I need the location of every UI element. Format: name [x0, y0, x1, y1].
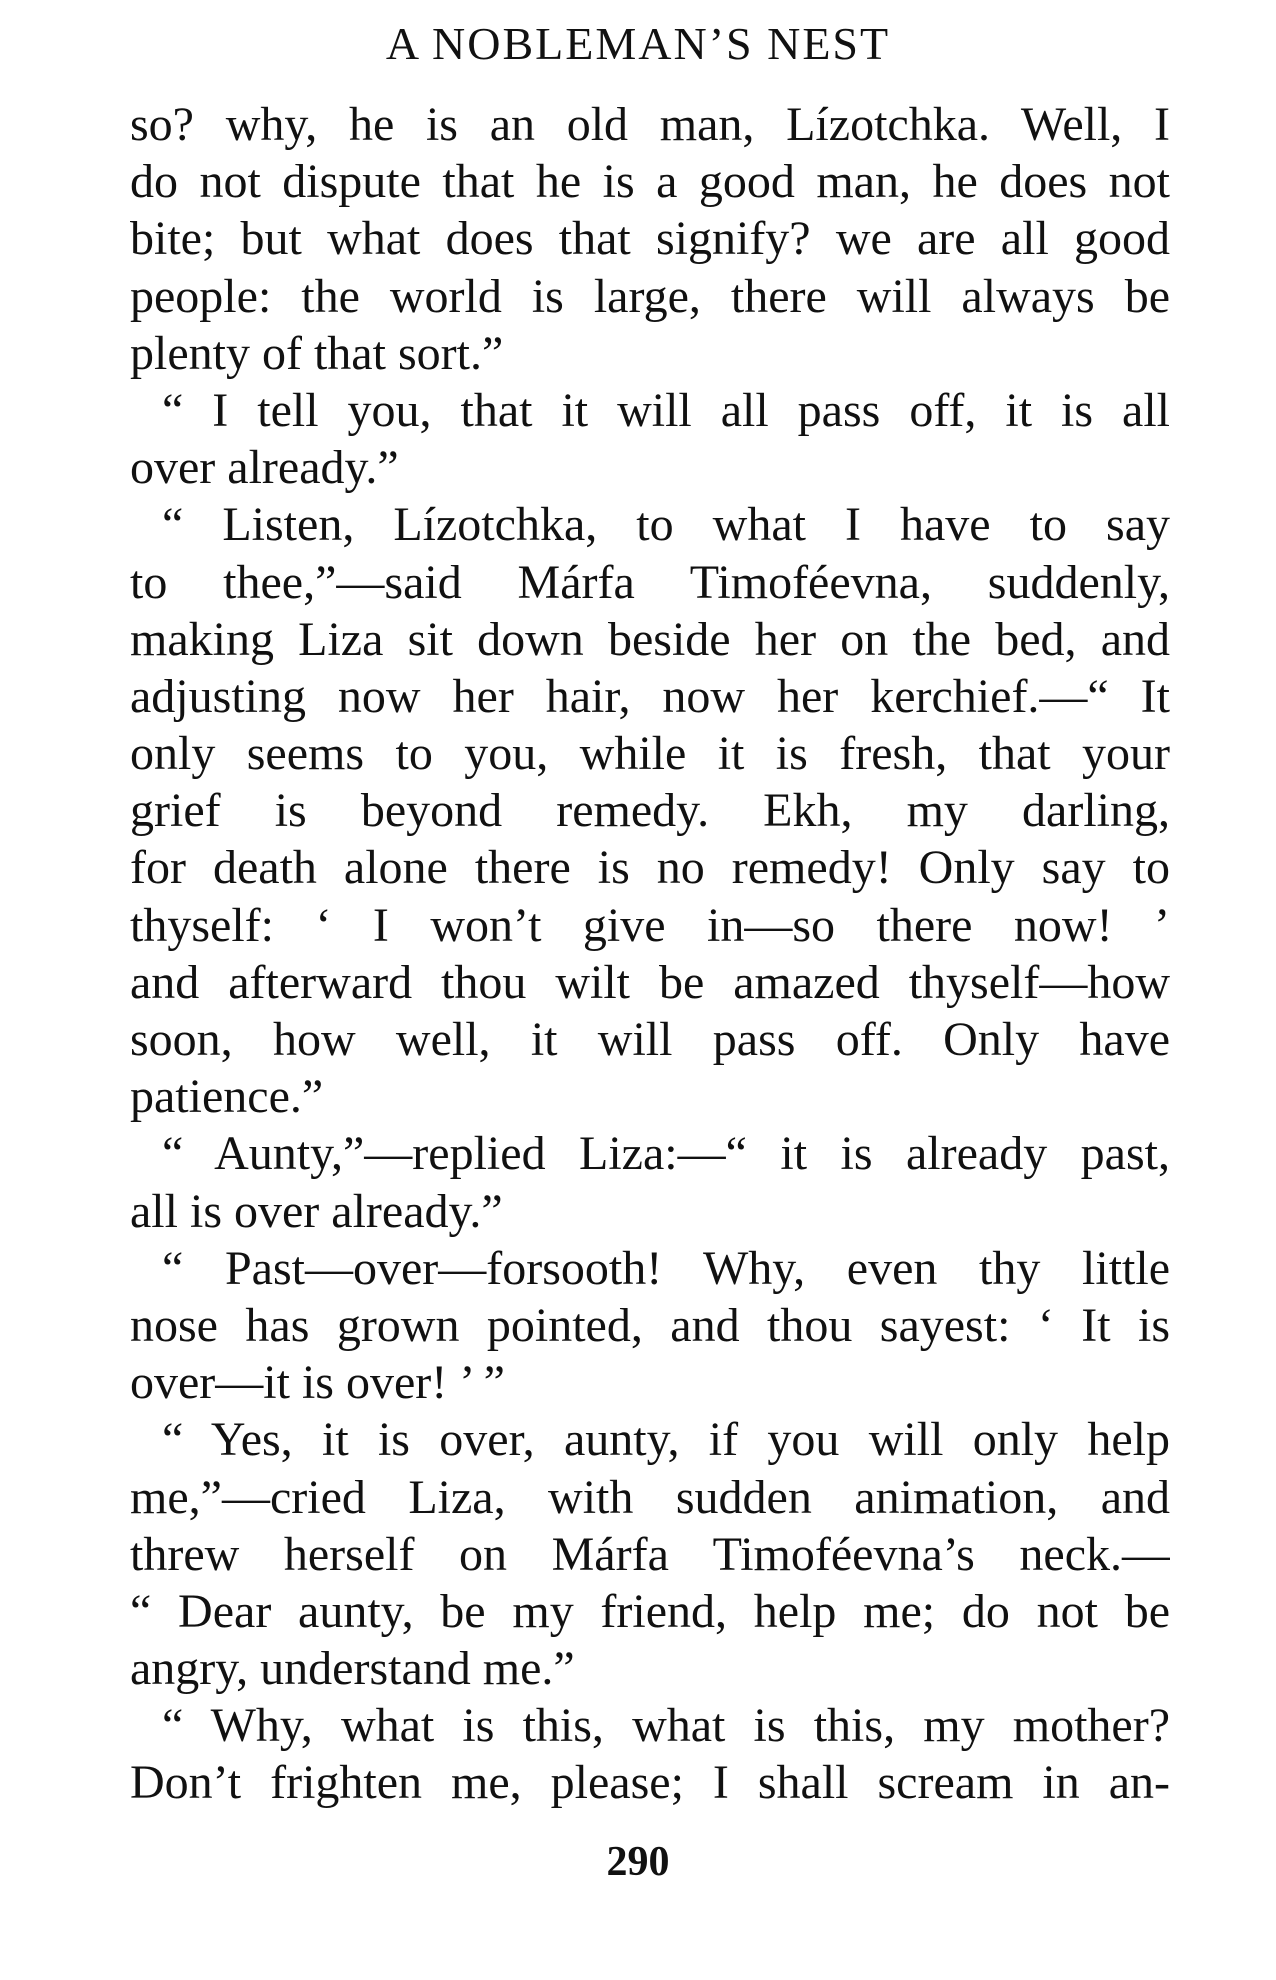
text-line: “ Listen, Lízotchka, to what I have to say — [162, 498, 1170, 552]
text-line: patience.” — [130, 1070, 324, 1124]
text-line: to thee,”—said Márfa Timoféevna, suddenly, — [130, 555, 1170, 609]
text-line: angry, understand me.” — [130, 1642, 575, 1696]
text-line: do not dispute that he is a good man, he does not — [130, 155, 1170, 209]
text-line: “ Dear aunty, be my friend, help me; do not be — [130, 1584, 1170, 1638]
text-line: bite; but what does that signify? we are all good — [130, 212, 1170, 266]
text-line: for death alone there is no remedy! Only say to — [130, 841, 1170, 895]
text-line: “ I tell you, that it will all pass off, it is all — [162, 383, 1170, 437]
page-number: 290 — [606, 1839, 670, 1885]
body-text — [130, 96, 1170, 1812]
text-line: so? why, he is an old man, Lízotchka. Well, I — [130, 98, 1170, 151]
text-line: making Liza sit down beside her on the bed, and — [130, 612, 1170, 666]
text-line: “ Yes, it is over, aunty, if you will only help — [162, 1413, 1170, 1467]
text-line: people: the world is large, there will always be — [130, 269, 1170, 323]
text-line: over already.” — [130, 441, 399, 495]
text-line: “ Aunty,”—replied Liza:—“ it is already past, — [162, 1127, 1170, 1181]
text-line: only seems to you, while it is fresh, that your — [130, 727, 1170, 781]
text-line: over—it is over! ’ ” — [130, 1356, 505, 1410]
text-line: “ Past—over—forsooth! Why, even thy little — [162, 1241, 1170, 1295]
running-title: A NOBLEMAN’S NEST — [385, 18, 891, 69]
text-line: “ Why, what is this, what is this, my mother? — [162, 1699, 1170, 1753]
text-line: and afterward thou wilt be amazed thyself—how — [130, 955, 1170, 1009]
text-line: all is over already.” — [130, 1184, 503, 1238]
text-line: me,”—cried Liza, with sudden animation, and — [130, 1470, 1170, 1524]
text-line: Don’t frighten me, please; I shall scream in an- — [130, 1756, 1170, 1810]
text-line: soon, how well, it will pass off. Only have — [130, 1013, 1170, 1066]
text-line: plenty of that sort.” — [130, 326, 504, 380]
text-line: nose has grown pointed, and thou sayest: ‘ It is — [130, 1298, 1170, 1352]
text-line: thyself: ‘ I won’t give in—so there now! ’ — [130, 898, 1170, 952]
text-line: adjusting now her hair, now her kerchief.—“ It — [130, 669, 1170, 723]
text-line: grief is beyond remedy. Ekh, my darling, — [130, 784, 1170, 838]
text-line: threw herself on Márfa Timoféevna’s neck.— — [130, 1527, 1170, 1581]
